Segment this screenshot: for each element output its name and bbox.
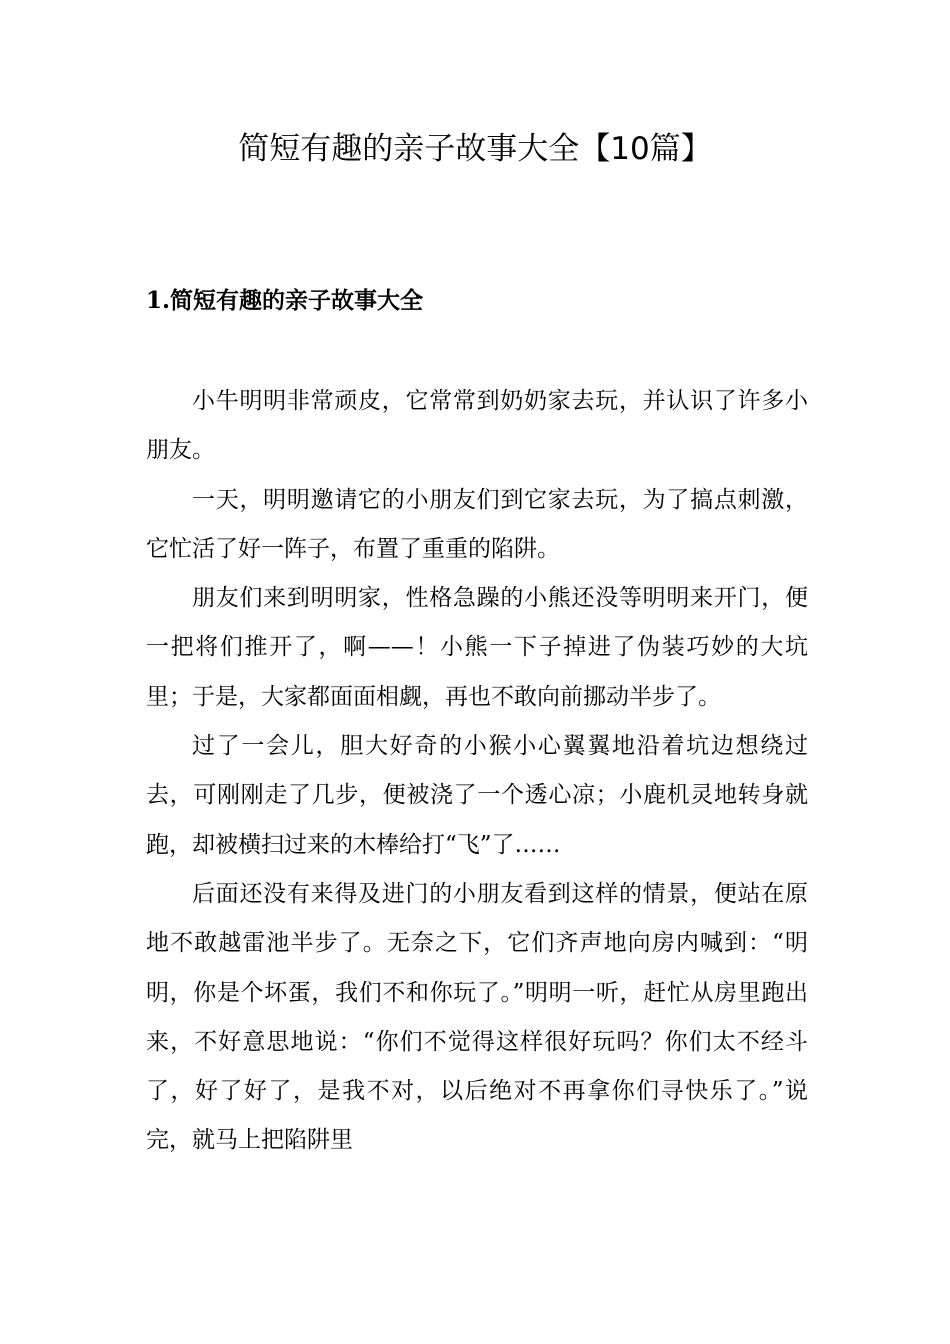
- paragraph: 小牛明明非常顽皮，它常常到奶奶家去玩，并认识了许多小朋友。: [146, 388, 808, 464]
- paragraph: 后面还没有来得及进门的小朋友看到这样的情景，便站在原地不敢越雷池半步了。无奈之下，它们齐声地向房内喊到：“明明，你是个坏蛋，我们不和你玩了。”明明一听，赶忙从房里跑出来，不好意思地说：“你们不觉得这样很好玩吗？你们太不经斗了，好了好了，是我不对，以后绝对不再拿你们寻快乐了。”说完，就马上把陷阱里: [146, 880, 808, 1154]
- paragraph: 朋友们来到明明家，性格急躁的小熊还没等明明来开门，便一把将们推开了，啊——！小熊一下子掉进了伪装巧妙的大坑里；于是，大家都面面相觑，再也不敢向前挪动半步了。: [146, 585, 808, 710]
- story-body: [146, 377, 808, 1166]
- paragraph: 过了一会儿，胆大好奇的小猴小心翼翼地沿着坑边想绕过去，可刚刚走了几步，便被浇了一个透心凉；小鹿机灵地转身就跑，却被横扫过来的木棒给打“飞”了……: [146, 733, 808, 858]
- paragraph: 一天，明明邀请它的小朋友们到它家去玩，为了搞点刺激，它忙活了好一阵子，布置了重重的陷阱。: [146, 486, 808, 562]
- section-heading: 1.简短有趣的亲子故事大全: [146, 287, 424, 314]
- document-title: 简短有趣的亲子故事大全【10篇】: [238, 131, 712, 167]
